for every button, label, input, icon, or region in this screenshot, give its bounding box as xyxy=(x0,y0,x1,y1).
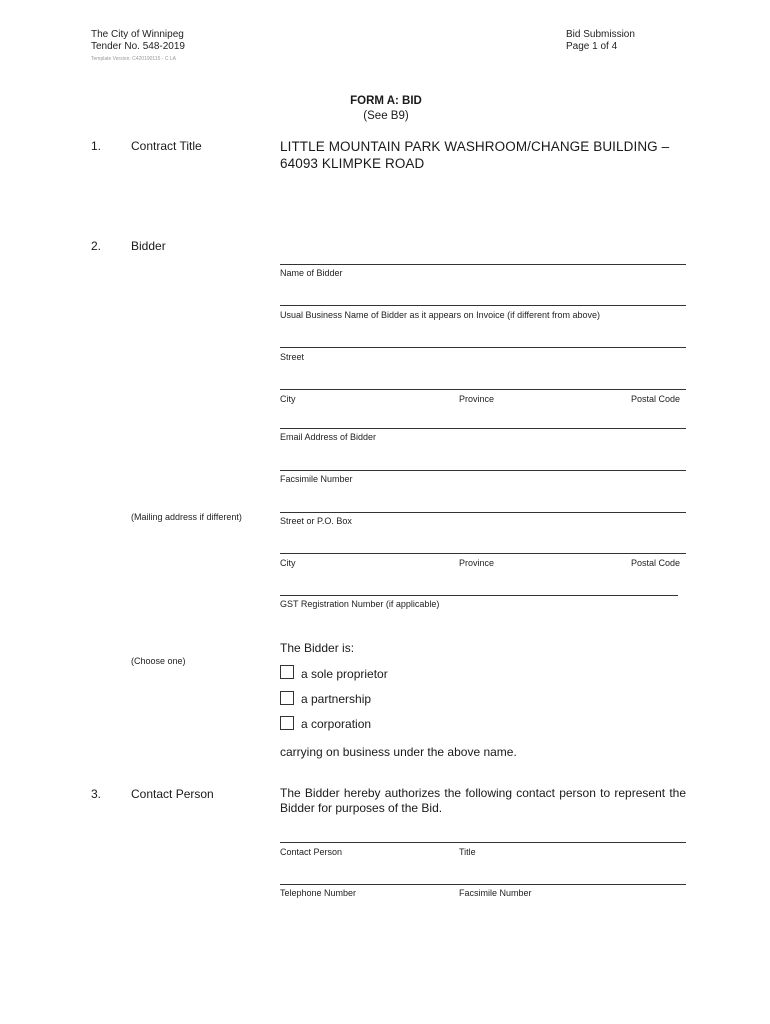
section1-label: Contract Title xyxy=(131,139,202,153)
mailing-city-caption: City xyxy=(280,558,296,568)
header-org: The City of Winnipeg xyxy=(91,29,184,40)
email-caption: Email Address of Bidder xyxy=(280,432,377,442)
section3-label: Contact Person xyxy=(131,787,214,801)
contact-person-caption: Contact Person xyxy=(280,847,343,857)
contact-title-caption: Title xyxy=(459,847,476,857)
section2-label: Bidder xyxy=(131,239,166,253)
header-bid-submission: Bid Submission xyxy=(566,29,635,40)
email-line[interactable] xyxy=(280,428,686,429)
business-name-caption: Usual Business Name of Bidder as it appears on Invoice (if different from above) xyxy=(280,310,600,320)
business-name-line[interactable] xyxy=(280,305,686,306)
contact-person-line[interactable] xyxy=(280,842,686,843)
form-see-reference: (See B9) xyxy=(363,110,409,122)
postal-code-caption: Postal Code xyxy=(631,394,681,404)
form-title: FORM A: BID xyxy=(350,95,422,107)
mailing-postal-code-caption: Postal Code xyxy=(631,558,681,568)
mailing-province-caption: Province xyxy=(459,558,495,568)
contract-title-line1: LITTLE MOUNTAIN PARK WASHROOM/CHANGE BUILDING – xyxy=(280,139,670,154)
corporation-checkbox[interactable] xyxy=(280,716,294,730)
contact-authorization-text: The Bidder hereby authorizes the following contact person to represent the Bidder for purposes of the Bid. xyxy=(280,786,686,815)
province-caption: Province xyxy=(459,394,495,404)
street-po-box-caption: Street or P.O. Box xyxy=(280,516,352,526)
header-template-version: Template Version: C420190115 - C LA xyxy=(91,56,176,62)
city-caption: City xyxy=(280,394,296,404)
partnership-label: a partnership xyxy=(301,692,372,706)
contact-fax-caption: Facsimile Number xyxy=(459,888,532,898)
city-province-postal-line[interactable] xyxy=(280,389,686,390)
telephone-fax-line[interactable] xyxy=(280,884,686,885)
name-of-bidder-caption: Name of Bidder xyxy=(280,268,343,278)
section3-number: 3. xyxy=(91,787,102,801)
section2-number: 2. xyxy=(91,239,102,253)
contract-title-line2: 64093 KLIMPKE ROAD xyxy=(280,156,425,171)
street-caption: Street xyxy=(280,352,305,362)
street-po-box-line[interactable] xyxy=(280,512,686,513)
sole-proprietor-label: a sole proprietor xyxy=(301,667,388,681)
section1-number: 1. xyxy=(91,139,102,153)
street-line[interactable] xyxy=(280,347,686,348)
header-page-number: Page 1 of 4 xyxy=(566,41,618,52)
sole-proprietor-checkbox[interactable] xyxy=(280,665,294,679)
name-of-bidder-line[interactable] xyxy=(280,264,686,265)
telephone-caption: Telephone Number xyxy=(280,888,357,898)
mailing-address-note: (Mailing address if different) xyxy=(131,512,242,522)
mailing-city-province-postal-line[interactable] xyxy=(280,553,686,554)
facsimile-line[interactable] xyxy=(280,470,686,471)
corporation-label: a corporation xyxy=(301,717,372,731)
bidder-is-label: The Bidder is: xyxy=(280,641,355,655)
gst-caption: GST Registration Number (if applicable) xyxy=(280,599,440,609)
choose-one-note: (Choose one) xyxy=(131,656,186,666)
header-tender-number: Tender No. 548-2019 xyxy=(91,41,185,52)
gst-line[interactable] xyxy=(280,595,678,596)
partnership-checkbox[interactable] xyxy=(280,691,294,705)
carrying-on-business-text: carrying on business under the above name. xyxy=(280,745,517,759)
facsimile-caption: Facsimile Number xyxy=(280,474,353,484)
